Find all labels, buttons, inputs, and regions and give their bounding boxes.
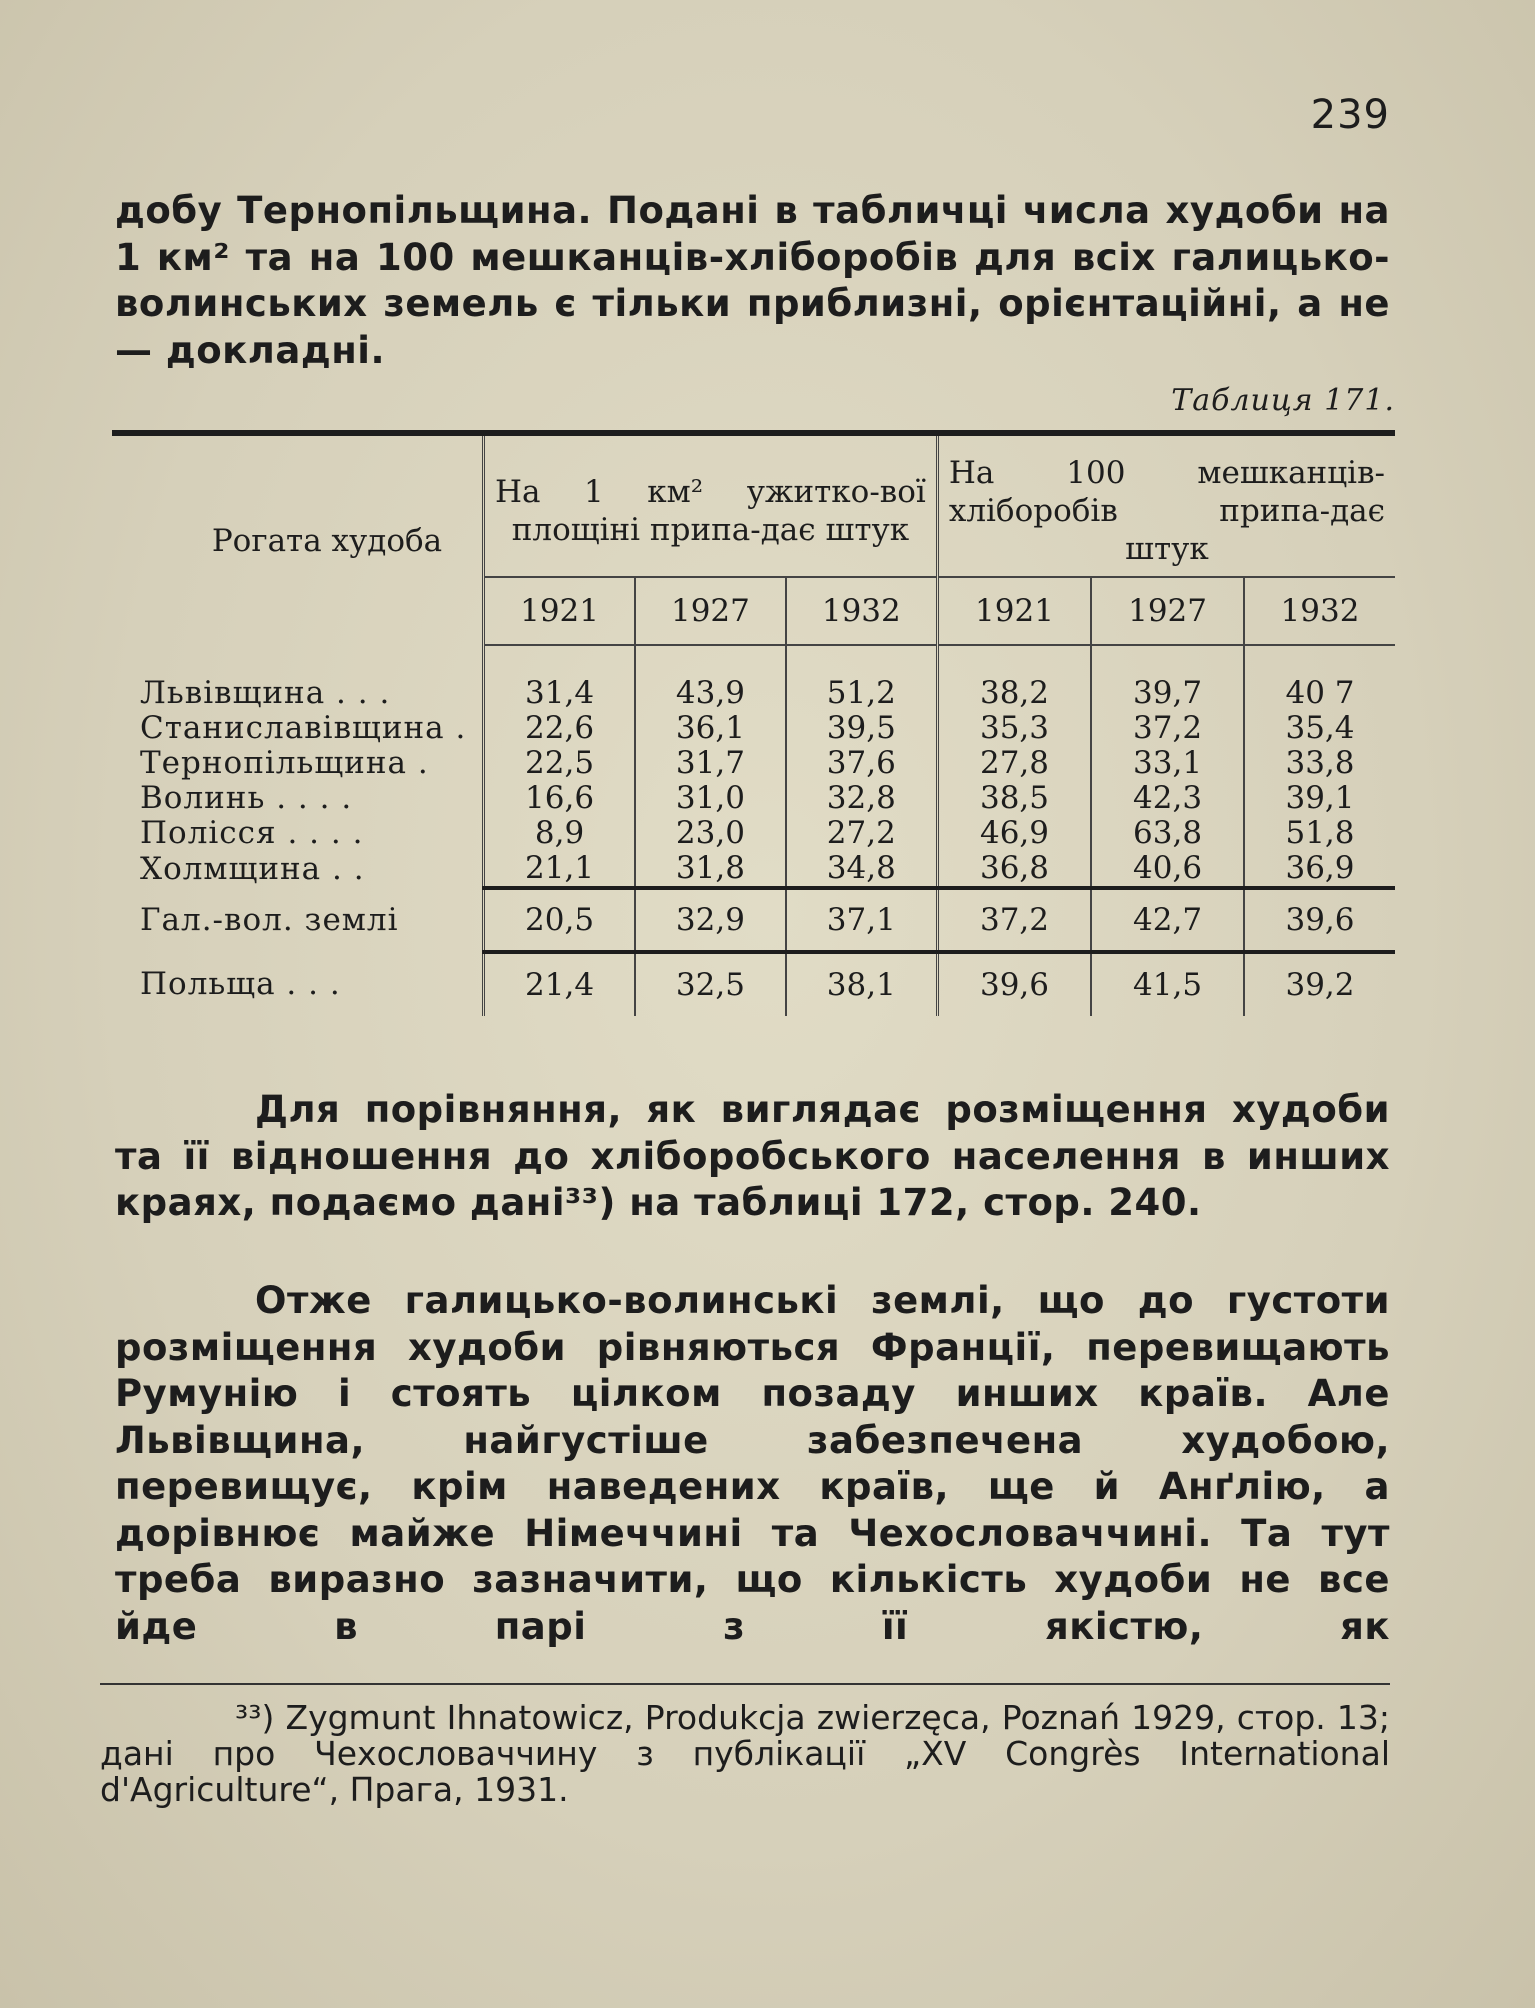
table-cell: 37,1 [786, 888, 938, 952]
region-name: Волинь . . . . [140, 780, 353, 816]
table-cell: 32,8 [786, 781, 938, 816]
table-cell: 8,9 [484, 816, 636, 851]
total-row [112, 952, 1395, 1016]
table-cell: 32,9 [635, 888, 786, 952]
total-name: Польща . . . [140, 965, 341, 1002]
table-row [112, 851, 1395, 888]
region-name: Тернопільщина . [140, 745, 429, 781]
table-cell: 23,0 [635, 816, 786, 851]
table-row [112, 746, 1395, 781]
table-cell: 63,8 [1091, 816, 1244, 851]
table-cell: 51,8 [1244, 816, 1395, 851]
table-cell: 35,3 [937, 711, 1091, 746]
table-row [112, 645, 1395, 711]
table-cell: 41,5 [1091, 952, 1244, 1016]
year-header: 1932 [1244, 577, 1395, 645]
table-cell: 42,7 [1091, 888, 1244, 952]
summary-row [112, 888, 1395, 952]
intro-paragraph: добу Тернопільщина. Подані в табличці числа худоби на 1 км² та на 100 мешканців-хліборобів для всіх галицько-волинських земель є тільки приблизні, орієнтаційні, а не — докладні. [115, 189, 1390, 372]
table-cell: 42,3 [1091, 781, 1244, 816]
region-name: Холмщина . . [140, 851, 365, 887]
table-cell: 36,8 [937, 851, 1091, 888]
table-cell: 39,1 [1244, 781, 1395, 816]
table-cell: 16,6 [484, 781, 636, 816]
table-row [112, 781, 1395, 816]
table-cell: 34,8 [786, 851, 938, 888]
table-cell: 40 7 [1244, 645, 1395, 711]
region-name: Полісся . . . . [140, 815, 364, 851]
table-cell: 39,7 [1091, 645, 1244, 711]
table-cell: 38,1 [786, 952, 938, 1016]
table-cell: 37,6 [786, 746, 938, 781]
table-cell: 27,2 [786, 816, 938, 851]
table-cell: 33,1 [1091, 746, 1244, 781]
table-cell: 31,8 [635, 851, 786, 888]
table-cell: 36,9 [1244, 851, 1395, 888]
table-cell: 22,5 [484, 746, 636, 781]
summary-name: Гал.-вол. землі [140, 901, 399, 938]
region-name: Львівщина . . . [140, 674, 391, 711]
table-cell: 36,1 [635, 711, 786, 746]
group-header-per-km2: На 1 км² ужитко-вої площіні припа-дає штук [484, 436, 938, 577]
table-cell: 35,4 [1244, 711, 1395, 746]
table-cell: 38,2 [937, 645, 1091, 711]
region-name: Станиславівщина . [140, 710, 467, 746]
table-cell: 46,9 [937, 816, 1091, 851]
table-row [112, 711, 1395, 746]
table-cell: 39,6 [1244, 888, 1395, 952]
table-cell: 31,0 [635, 781, 786, 816]
table-cell: 37,2 [937, 888, 1091, 952]
table-cell: 21,1 [484, 851, 636, 888]
year-header: 1921 [937, 577, 1091, 645]
comparison-paragraph: Для порівняння, як виглядає розміщення худоби та її відношення до хліборобського населення в инших краях, подаємо дані³³) на таблиці 172, стор. 240. [115, 1088, 1390, 1224]
table-cell: 43,9 [635, 645, 786, 711]
year-header: 1921 [484, 577, 636, 645]
table-cell: 21,4 [484, 952, 636, 1016]
table-cell: 31,7 [635, 746, 786, 781]
table-cell: 39,2 [1244, 952, 1395, 1016]
table-cell: 33,8 [1244, 746, 1395, 781]
table-cell: 39,5 [786, 711, 938, 746]
table-cell: 40,6 [1091, 851, 1244, 888]
table-caption: Таблиця 171. [1171, 383, 1395, 418]
table-cell: 27,8 [937, 746, 1091, 781]
table-cell: 37,2 [1091, 711, 1244, 746]
table-row [112, 816, 1395, 851]
conclusion-paragraph: Отже галицько-волинські землі, що до густоти розміщення худоби рівняються Франції, перевищають Румунію і стоять цілком позаду инших країв. Але Львівщина, найгустіше забезпечена худобою, перевищує, крім наведених країв, ще й Анґлію, а дорівнює майже Німеччині та Чехословаччині. Та тут треба виразно зазначити, що кількість худоби не все йде в парі з її якістю, як [115, 1279, 1390, 1648]
row-header: Рогата худоба [211, 522, 443, 559]
footnote-divider [100, 1683, 1390, 1685]
year-header: 1932 [786, 577, 938, 645]
table-cell: 22,6 [484, 711, 636, 746]
group-header-per-100-farmers: На 100 мешканців-хліборобів припа-дає штук [937, 436, 1395, 577]
footnote: ³³) Zygmunt Ihnatowicz, Produkcja zwierzęca, Poznań 1929, стор. 13; дані про Чехословаччину з публікації „XV Congrès International d'Agriculture“, Прага, 1931. [100, 1698, 1390, 1809]
table-cell: 31,4 [484, 645, 636, 711]
year-header: 1927 [1091, 577, 1244, 645]
table-cell: 39,6 [937, 952, 1091, 1016]
table-cell: 38,5 [937, 781, 1091, 816]
table-cell: 51,2 [786, 645, 938, 711]
year-header: 1927 [635, 577, 786, 645]
table-cell: 32,5 [635, 952, 786, 1016]
page-number: 239 [1310, 92, 1390, 138]
table-cell: 20,5 [484, 888, 636, 952]
cattle-table [112, 430, 1395, 1016]
